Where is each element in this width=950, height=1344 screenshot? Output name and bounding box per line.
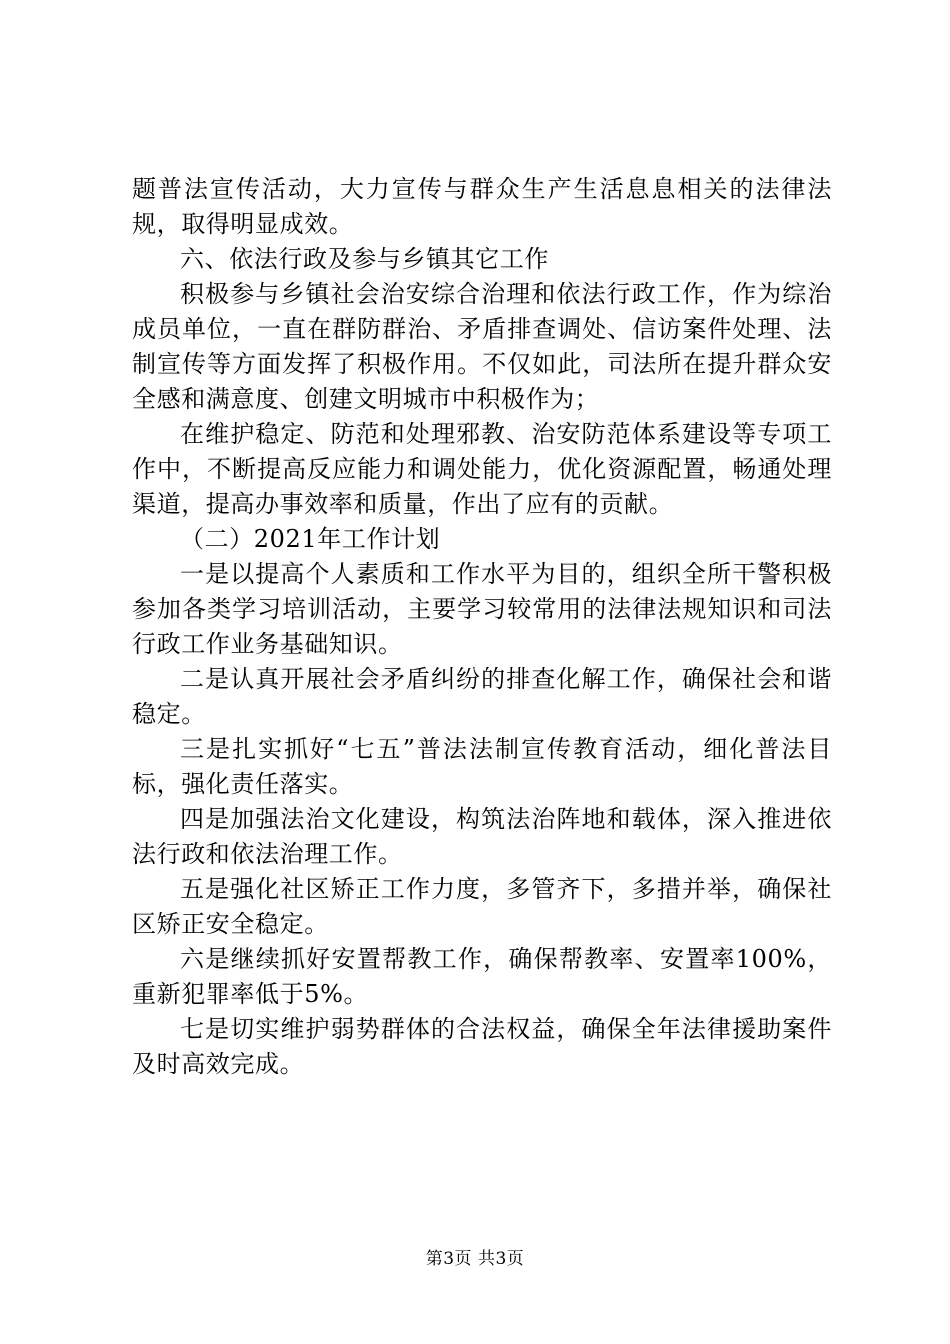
paragraph: 积极参与乡镇社会治安综合治理和依法行政工作，作为综治成员单位，一直在群防群治、矛盾排查调处、信访案件处理、法制宣传等方面发挥了积极作用。不仅如此，司法所在提升群众安全感和满意度、创建文明城市中积极作为； xyxy=(132,280,832,413)
paragraph: 题普法宣传活动，大力宣传与群众生产生活息息相关的法律法规，取得明显成效。 xyxy=(132,175,832,238)
section-heading: 六、依法行政及参与乡镇其它工作 xyxy=(180,245,549,273)
list-item: 五是强化社区矫正工作力度，多管齐下，多措并举，确保社区矫正安全稳定。 xyxy=(132,875,832,938)
section-heading: （二）2021年工作计划 xyxy=(180,525,441,553)
page-number: 第3页 共3页 xyxy=(425,1249,525,1269)
paragraph: 在维护稳定、防范和处理邪教、治安防范体系建设等专项工作中，不断提高反应能力和调处能力，优化资源配置，畅通处理渠道，提高办事效率和质量，作出了应有的贡献。 xyxy=(132,420,832,518)
document-body xyxy=(132,172,832,1082)
list-item: 四是加强法治文化建设，构筑法治阵地和载体，深入推进依法行政和依法治理工作。 xyxy=(132,805,832,868)
list-item: 一是以提高个人素质和工作水平为目的，组织全所干警积极参加各类学习培训活动，主要学习较常用的法律法规知识和司法行政工作业务基础知识。 xyxy=(132,560,832,658)
list-item: 三是扎实抓好“七五”普法法制宣传教育活动，细化普法目标，强化责任落实。 xyxy=(132,735,832,798)
list-item: 二是认真开展社会矛盾纠纷的排查化解工作，确保社会和谐稳定。 xyxy=(132,665,832,728)
list-item: 七是切实维护弱势群体的合法权益，确保全年法律援助案件及时高效完成。 xyxy=(132,1015,832,1078)
list-item: 六是继续抓好安置帮教工作，确保帮教率、安置率100%，重新犯罪率低于5%。 xyxy=(132,945,832,1008)
